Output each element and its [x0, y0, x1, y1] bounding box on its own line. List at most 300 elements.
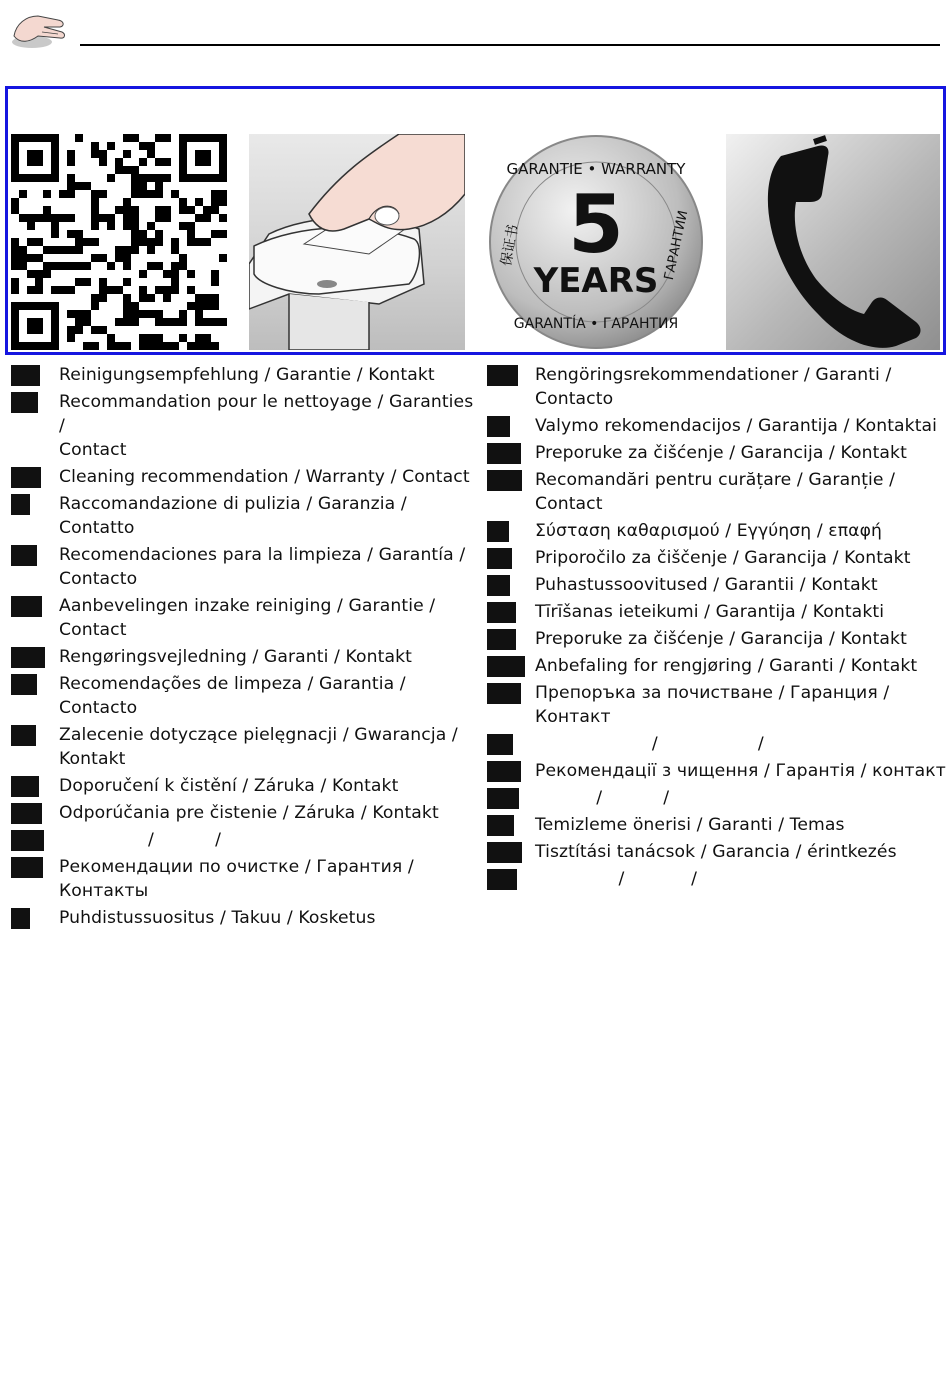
- qr-module: [115, 286, 123, 294]
- qr-module: [59, 246, 67, 254]
- qr-module: [19, 214, 27, 222]
- qr-module: [75, 238, 83, 246]
- list-item-text: Preporuke za čišćenje / Garancija / Kontakt: [535, 629, 907, 649]
- qr-module: [123, 310, 131, 318]
- qr-module: [43, 246, 51, 254]
- qr-module: [195, 238, 203, 246]
- qr-module: [147, 142, 155, 150]
- qr-module: [11, 198, 19, 206]
- qr-module: [99, 286, 107, 294]
- qr-module: [219, 230, 227, 238]
- list-item-text: Anbefaling for rengjøring / Garanti / Kontakt: [535, 656, 918, 676]
- qr-module: [131, 206, 139, 214]
- qr-module: [203, 318, 211, 326]
- phone-handset-image: [726, 134, 940, 350]
- qr-module: [35, 270, 43, 278]
- qr-module: [75, 134, 83, 142]
- qr-module: [27, 254, 35, 262]
- qr-module: [91, 342, 99, 350]
- qr-module: [67, 158, 75, 166]
- qr-module: [19, 262, 27, 270]
- list-item-text: Tisztítási tanácsok / Garancia / érintkezés: [535, 842, 897, 862]
- list-item: [487, 654, 947, 678]
- qr-module: [83, 278, 91, 286]
- qr-module: [67, 286, 75, 294]
- list-item-text: Puhdistussuositus / Takuu / Kosketus: [59, 908, 376, 928]
- qr-module: [211, 198, 219, 206]
- qr-module: [115, 254, 123, 262]
- qr-module: [147, 342, 155, 350]
- qr-module: [67, 214, 75, 222]
- language-code-box: [487, 629, 516, 650]
- qr-module: [211, 190, 219, 198]
- qr-module: [187, 230, 195, 238]
- qr-module: [131, 222, 139, 230]
- qr-module: [99, 254, 107, 262]
- qr-module: [123, 134, 131, 142]
- qr-module: [59, 262, 67, 270]
- qr-module: [131, 190, 139, 198]
- list-item-text: Temizleme önerisi / Garanti / Temas: [535, 815, 845, 835]
- qr-module: [139, 286, 147, 294]
- qr-module: [139, 294, 147, 302]
- language-code-box: [11, 830, 44, 851]
- language-code-box: [487, 365, 518, 386]
- language-code-box: [487, 869, 517, 890]
- qr-module: [195, 334, 203, 342]
- qr-module: [187, 222, 195, 230]
- list-item-text: Rengöringsrekommendationer / Garanti / Contacto: [535, 365, 897, 409]
- qr-module: [75, 278, 83, 286]
- qr-module: [179, 318, 187, 326]
- language-code-box: [487, 443, 521, 464]
- list-item-text: Zalecenie dotyczące pielęgnacji / Gwarancja / Kontakt: [59, 725, 458, 769]
- list-item-text: / /: [59, 830, 221, 850]
- list-item-text: Рекомендації з чищення / Гарантія / контакт: [535, 761, 946, 781]
- qr-module: [187, 270, 195, 278]
- qr-module: [75, 262, 83, 270]
- qr-module: [179, 222, 187, 230]
- qr-module: [27, 214, 35, 222]
- list-item-text: Recommandation pour le nettoyage / Garanties / Contact: [59, 392, 474, 460]
- qr-module: [27, 286, 35, 294]
- qr-module: [211, 302, 219, 310]
- qr-module: [187, 342, 195, 350]
- list-item-text: Priporočilo za čiščenje / Garancija / Kontakt: [535, 548, 911, 568]
- qr-module: [211, 342, 219, 350]
- list-item-text: Tīrīšanas ieteikumi / Garantija / Kontakti: [535, 602, 885, 622]
- qr-module: [43, 262, 51, 270]
- qr-module: [67, 174, 75, 182]
- qr-module: [147, 246, 155, 254]
- language-list-right: [487, 363, 947, 891]
- qr-module: [91, 142, 99, 150]
- list-item: [487, 600, 947, 624]
- qr-module: [155, 310, 163, 318]
- list-item-text: / /: [535, 734, 764, 754]
- qr-module: [155, 214, 163, 222]
- qr-module: [123, 302, 131, 310]
- list-item: [487, 813, 947, 837]
- qr-module: [67, 230, 75, 238]
- list-item: [487, 732, 947, 756]
- qr-module: [155, 158, 163, 166]
- qr-module: [131, 182, 139, 190]
- qr-module: [155, 238, 163, 246]
- qr-module: [123, 342, 131, 350]
- qr-module: [211, 270, 219, 278]
- qr-module: [67, 150, 75, 158]
- qr-module: [75, 182, 83, 190]
- qr-module: [163, 286, 171, 294]
- qr-module: [91, 294, 99, 302]
- qr-module: [147, 310, 155, 318]
- list-item-text: Reinigungsempfehlung / Garantie / Kontakt: [59, 365, 435, 385]
- qr-module: [19, 246, 27, 254]
- qr-code-graphic: [11, 134, 227, 350]
- language-code-box: [11, 467, 41, 488]
- qr-module: [139, 270, 147, 278]
- list-item-text: Σύσταση καθαρισμού / Εγγύηση / επαφή: [535, 521, 883, 541]
- qr-module: [155, 230, 163, 238]
- language-code-box: [11, 647, 45, 668]
- list-item-text: Valymo rekomendacijos / Garantija / Kontaktai: [535, 416, 938, 436]
- qr-module: [139, 174, 147, 182]
- list-item: [487, 573, 947, 597]
- list-item: [11, 672, 481, 720]
- qr-module: [147, 334, 155, 342]
- hand-wiping-icon: [8, 8, 68, 50]
- qr-module: [11, 254, 19, 262]
- list-item-text: Препоръка за почистване / Гаранция / Контакт: [535, 683, 895, 727]
- qr-module: [91, 222, 99, 230]
- qr-module: [163, 294, 171, 302]
- qr-module: [35, 238, 43, 246]
- qr-module: [107, 214, 115, 222]
- qr-module: [67, 262, 75, 270]
- qr-module: [147, 262, 155, 270]
- qr-module: [163, 174, 171, 182]
- warranty-seal: [488, 134, 704, 350]
- list-item-text: Recomandări pentru curățare / Garanție / Contact: [535, 470, 896, 514]
- qr-module: [147, 174, 155, 182]
- qr-module: [147, 190, 155, 198]
- qr-module: [75, 230, 83, 238]
- qr-module: [219, 318, 227, 326]
- list-item: [487, 546, 947, 570]
- seal-right-text: ГАРАНТИИ: [661, 209, 692, 282]
- list-item: [11, 774, 481, 798]
- qr-module: [187, 286, 195, 294]
- list-item: [487, 414, 947, 438]
- list-item: [11, 906, 481, 930]
- qr-module: [51, 286, 59, 294]
- list-item: [11, 543, 481, 591]
- qr-module: [155, 182, 163, 190]
- qr-module: [179, 310, 187, 318]
- qr-module: [219, 214, 227, 222]
- qr-module: [123, 278, 131, 286]
- qr-module: [11, 262, 19, 270]
- qr-module: [123, 222, 131, 230]
- qr-module: [11, 286, 19, 294]
- language-code-box: [11, 803, 42, 824]
- list-item: [487, 441, 947, 465]
- list-item: [11, 828, 481, 852]
- qr-module: [107, 174, 115, 182]
- qr-module: [67, 182, 75, 190]
- qr-module: [195, 294, 203, 302]
- qr-module: [75, 246, 83, 254]
- qr-module: [123, 318, 131, 326]
- qr-module: [147, 222, 155, 230]
- language-code-box: [11, 776, 39, 797]
- qr-module: [195, 302, 203, 310]
- qr-module: [203, 206, 211, 214]
- qr-module: [107, 142, 115, 150]
- qr-module: [27, 222, 35, 230]
- qr-module: [43, 270, 51, 278]
- list-item: [11, 390, 481, 462]
- qr-module: [219, 254, 227, 262]
- language-code-box: [11, 365, 40, 386]
- qr-module: [155, 134, 163, 142]
- qr-module: [179, 206, 187, 214]
- qr-module: [203, 302, 211, 310]
- qr-module: [219, 198, 227, 206]
- qr-module: [75, 318, 83, 326]
- qr-module: [107, 262, 115, 270]
- qr-module: [83, 310, 91, 318]
- qr-module: [75, 326, 83, 334]
- list-item: [487, 840, 947, 864]
- cleaning-hand-faucet-image: [249, 134, 465, 350]
- qr-module: [123, 198, 131, 206]
- qr-module: [91, 302, 99, 310]
- qr-module: [203, 342, 211, 350]
- qr-module: [83, 238, 91, 246]
- qr-module: [11, 206, 19, 214]
- list-item: [11, 723, 481, 771]
- qr-module: [91, 206, 99, 214]
- qr-module: [67, 310, 75, 318]
- qr-module: [147, 150, 155, 158]
- qr-module: [91, 238, 99, 246]
- list-item: [11, 594, 481, 642]
- list-item-text: / /: [535, 788, 670, 808]
- language-code-box: [11, 725, 36, 746]
- qr-module: [195, 318, 203, 326]
- list-item-text: Doporučení k čistění / Záruka / Kontakt: [59, 776, 399, 796]
- qr-module: [123, 294, 131, 302]
- qr-module: [155, 342, 163, 350]
- qr-module: [171, 246, 179, 254]
- qr-module: [187, 238, 195, 246]
- seal-years-label: YEARS: [533, 261, 659, 301]
- list-item: [11, 465, 481, 489]
- language-code-box: [487, 602, 516, 623]
- qr-module: [123, 262, 131, 270]
- list-item-text: Raccomandazione di pulizia / Garanzia / Contatto: [59, 494, 407, 538]
- qr-module: [203, 294, 211, 302]
- list-item: [487, 519, 947, 543]
- qr-module: [51, 230, 59, 238]
- language-code-box: [487, 734, 513, 755]
- qr-module: [131, 246, 139, 254]
- list-item-text: Puhastussoovitused / Garantii / Kontakt: [535, 575, 878, 595]
- qr-module: [107, 286, 115, 294]
- list-item: [487, 786, 947, 810]
- qr-module: [139, 182, 147, 190]
- qr-module: [147, 294, 155, 302]
- qr-module: [99, 326, 107, 334]
- qr-module: [51, 246, 59, 254]
- qr-module: [43, 214, 51, 222]
- qr-module: [67, 334, 75, 342]
- qr-module: [163, 206, 171, 214]
- qr-module: [211, 318, 219, 326]
- qr-module: [195, 342, 203, 350]
- language-code-box: [487, 470, 522, 491]
- image-panel: [5, 86, 946, 355]
- qr-module: [91, 254, 99, 262]
- qr-module: [11, 278, 19, 286]
- qr-module: [131, 318, 139, 326]
- qr-module: [163, 318, 171, 326]
- list-item: [11, 855, 481, 903]
- qr-module: [203, 214, 211, 222]
- list-item-text: Recomendações de limpeza / Garantia / Contacto: [59, 674, 412, 718]
- qr-module: [211, 206, 219, 214]
- seal-number: 5: [568, 178, 624, 271]
- qr-module: [219, 190, 227, 198]
- qr-module: [155, 286, 163, 294]
- qr-module: [107, 334, 115, 342]
- qr-module: [131, 214, 139, 222]
- qr-module: [115, 166, 123, 174]
- qr-module: [179, 262, 187, 270]
- language-code-box: [11, 908, 30, 929]
- qr-module: [131, 134, 139, 142]
- qr-module: [155, 318, 163, 326]
- qr-module: [59, 190, 67, 198]
- seal-top-text: GARANTIE • WARRANTY: [506, 160, 686, 178]
- qr-module: [155, 334, 163, 342]
- qr-module: [35, 254, 43, 262]
- qr-module: [123, 166, 131, 174]
- qr-module: [171, 278, 179, 286]
- qr-module: [139, 230, 147, 238]
- list-item-text: Cleaning recommendation / Warranty / Contact: [59, 467, 470, 487]
- qr-module: [83, 342, 91, 350]
- qr-module: [203, 334, 211, 342]
- list-item: [11, 645, 481, 669]
- qr-module: [115, 342, 123, 350]
- qr-module: [139, 334, 147, 342]
- list-item: [487, 867, 947, 891]
- list-item: [487, 468, 947, 516]
- qr-module: [131, 166, 139, 174]
- list-item-text: Рекомендации по очистке / Гарантия / Контакты: [59, 857, 420, 901]
- qr-module: [115, 206, 123, 214]
- qr-module: [83, 262, 91, 270]
- seal-left-text: 保证书: [498, 223, 522, 268]
- qr-module: [99, 190, 107, 198]
- qr-module: [91, 190, 99, 198]
- qr-module: [19, 190, 27, 198]
- language-code-box: [487, 761, 521, 782]
- qr-module: [195, 198, 203, 206]
- qr-module: [131, 238, 139, 246]
- qr-module: [35, 286, 43, 294]
- qr-code-image: [11, 134, 227, 350]
- list-item: [487, 363, 947, 411]
- qr-module: [59, 286, 67, 294]
- language-code-box: [487, 416, 510, 437]
- language-code-box: [11, 596, 42, 617]
- qr-module: [107, 342, 115, 350]
- qr-module: [91, 198, 99, 206]
- qr-module: [195, 214, 203, 222]
- qr-module: [163, 158, 171, 166]
- qr-module: [203, 238, 211, 246]
- language-code-box: [487, 842, 522, 863]
- language-code-box: [487, 815, 514, 836]
- language-code-box: [11, 857, 43, 878]
- language-code-box: [487, 788, 519, 809]
- qr-module: [43, 190, 51, 198]
- qr-module: [83, 182, 91, 190]
- qr-module: [91, 150, 99, 158]
- qr-module: [147, 238, 155, 246]
- qr-module: [115, 158, 123, 166]
- list-item-text: Recomendaciones para la limpieza / Garantía / Contacto: [59, 545, 466, 589]
- qr-module: [67, 190, 75, 198]
- list-item-text: Preporuke za čišćenje / Garancija / Kontakt: [535, 443, 907, 463]
- qr-module: [83, 318, 91, 326]
- qr-module: [155, 174, 163, 182]
- qr-module: [139, 142, 147, 150]
- qr-module: [123, 150, 131, 158]
- qr-module: [107, 222, 115, 230]
- qr-module: [131, 230, 139, 238]
- qr-module: [35, 278, 43, 286]
- language-code-box: [11, 545, 37, 566]
- qr-module: [171, 190, 179, 198]
- qr-module: [171, 262, 179, 270]
- qr-module: [171, 286, 179, 294]
- language-code-box: [487, 521, 509, 542]
- language-code-box: [487, 683, 521, 704]
- qr-module: [131, 174, 139, 182]
- header-rule: [80, 44, 940, 46]
- qr-module: [99, 158, 107, 166]
- qr-module: [163, 342, 171, 350]
- qr-module: [91, 214, 99, 222]
- list-item: [487, 681, 947, 729]
- qr-module: [163, 134, 171, 142]
- qr-module: [51, 222, 59, 230]
- qr-module: [163, 214, 171, 222]
- qr-module: [171, 342, 179, 350]
- qr-module: [27, 238, 35, 246]
- qr-module: [179, 254, 187, 262]
- language-code-box: [11, 392, 38, 413]
- qr-module: [139, 158, 147, 166]
- qr-module: [187, 206, 195, 214]
- list-item: [487, 759, 947, 783]
- list-item-text: Rengøringsvejledning / Garanti / Kontakt: [59, 647, 412, 667]
